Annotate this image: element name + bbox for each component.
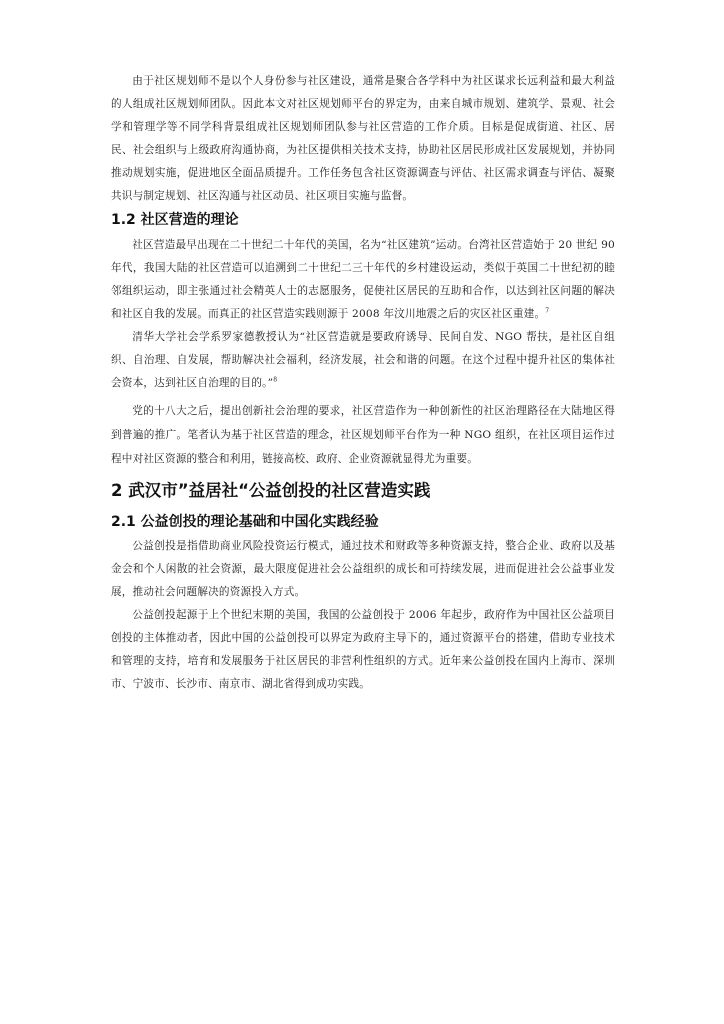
paragraph-text: 清华大学社会学系罗家德教授认为“社区营造就是要政府诱导、民间自发、NGO 帮扶，是社区自组织、自治理、自发展，帮助解决社会福利，经济发展，社会和谐的问题。在这个过程中提升社区的集体社会资本，达到社区自治理的目的。” [111,331,615,389]
section-heading-2: 2 武汉市”益居社“公益创投的社区营造实践 [111,481,431,500]
section-heading-1-2: 1.2 社区营造的理论 [111,212,239,228]
paragraph-text: 社区营造最早出现在二十世纪二十年代的美国，名为“社区建筑”运动。台湾社区营造始于 20 世纪 90 年代，我国大陆的社区营造可以追溯到二十世纪二三十年代的乡村建设运动，类似于英国二十世纪初的睦邻组织运动，即主张通过社会精英人士的志愿服务，促使社区居民的互助和合作，以达到社区问题的解决和社区自我的发展。而真正的社区营造实践则源于 2008 年汶川地震之后的灾区社区重建。 [111,239,615,320]
paragraph-community-building-origin [111,234,615,326]
document-body [111,70,615,696]
paragraph-community-planner-team: 由于社区规划师不是以个人身份参与社区建设，通常是聚合各学科中为社区谋求长远利益和最大利益的人组成社区规划师团队。因此本文对社区规划师平台的界定为，由来自城市规划、建筑学、景观、社会学和管理学等不同学科背景组成社区规划师团队参与社区营造的工作介质。目标是促成街道、社区、居民、社会组织与上级政府沟通协商，为社区提供相关技术支持，协助社区居民形成社区发展规划，并协同推动规划实施，促进地区全面品质提升。工作任务包含社区资源调查与评估、社区需求调查与评估、凝聚共识与制定规划、社区沟通与社区动员、社区项目实施与监督。 [111,75,615,202]
paragraph-venture-philanthropy-china: 公益创投起源于上个世纪末期的美国，我国的公益创投于 2006 年起步，政府作为中国社区公益项目创投的主体推动者，因此中国的公益创投可以界定为政府主导下的，通过资源平台的搭建，借助专业技术和管理的支持，培育和发展服务于社区居民的非营利性组织的方式。近年来公益创投在国内上海市、深圳市、宁波市、长沙市、南京市、湖北省得到成功实践。 [111,609,615,690]
paragraph-luo-jiade-quote [111,326,615,395]
section-heading-2-1: 2.1 公益创投的理论基础和中国化实践经验 [111,514,379,530]
paragraph-social-governance: 党的十八大之后，提出创新社会治理的要求，社区营造作为一种创新性的社区治理路径在大陆地区得到普遍的推广。笔者认为基于社区营造的理念，社区规划师平台作为一种 NGO 组织，在社区项目运作过程中对社区资源的整合和利用，链接高校、政府、企业资源就显得尤为重要。 [111,405,615,465]
footnote-ref-8: 8 [273,376,278,384]
footnote-ref-7: 7 [545,307,550,315]
paragraph-venture-philanthropy-definition: 公益创投是指借助商业风险投资运行模式，通过技术和财政等多种资源支持，整合企业、政府以及基金会和个人闲散的社会资源，最大限度促进社会公益组织的成长和可持续发展，进而促进社会公益事业发展，推动社会问题解决的资源投入方式。 [111,540,615,598]
